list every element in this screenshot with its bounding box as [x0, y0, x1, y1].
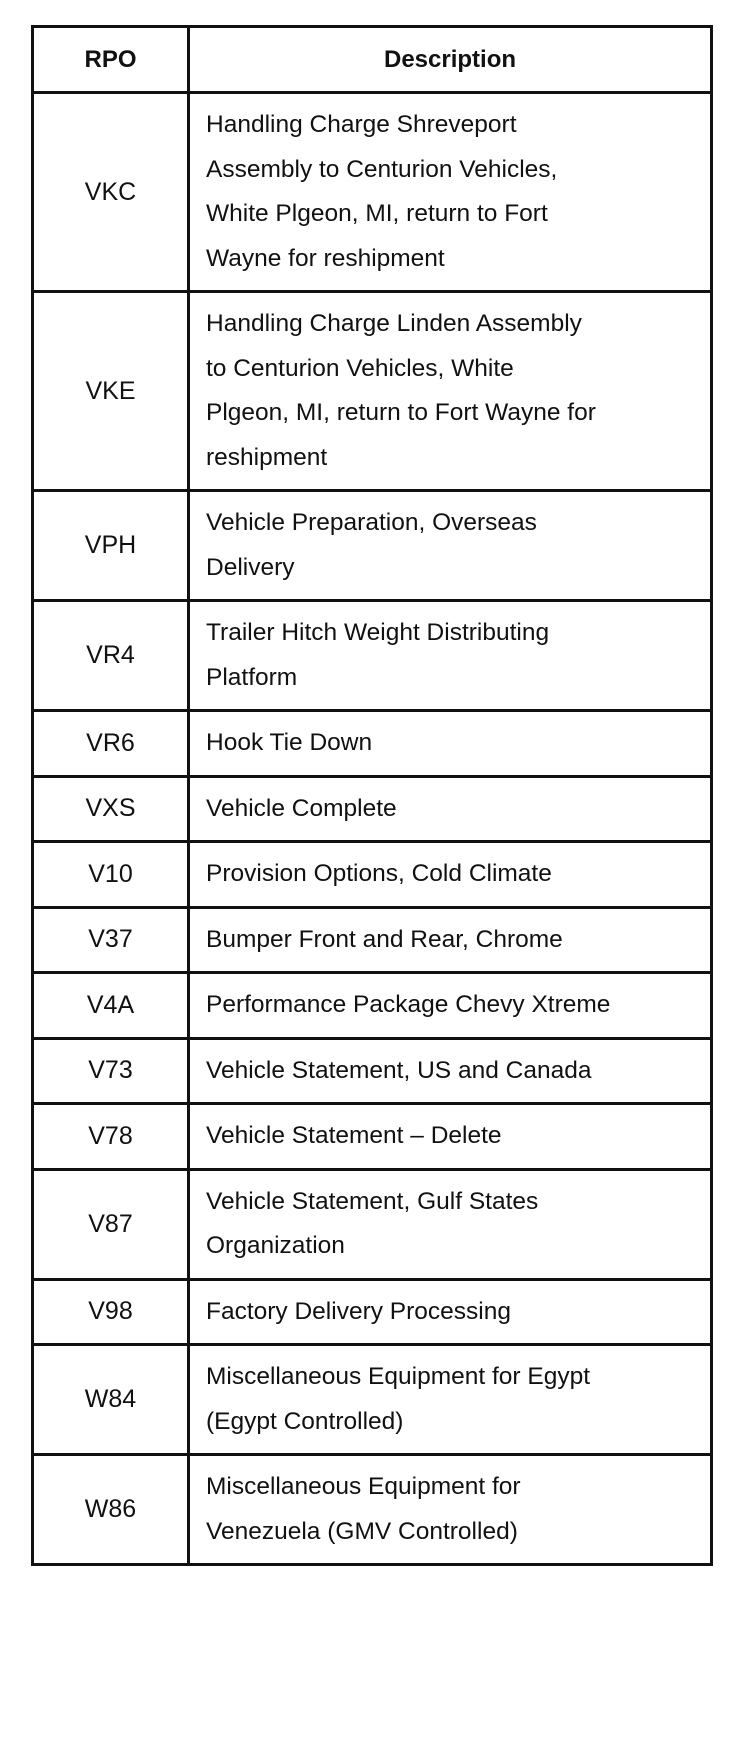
description-text: Trailer Hitch Weight Distributing Platform [206, 619, 550, 691]
description-cell [189, 1104, 712, 1170]
rpo-code-cell: V87 [33, 1169, 189, 1279]
description-cell [189, 842, 712, 908]
table-row [33, 1104, 712, 1170]
rpo-code-cell: VKC [33, 93, 189, 292]
table-row [33, 907, 712, 973]
rpo-code-cell: VXS [33, 776, 189, 842]
rpo-code-cell: V73 [33, 1038, 189, 1104]
description-column-header: Description [189, 27, 712, 93]
rpo-code-cell: V4A [33, 973, 189, 1039]
description-cell [189, 1345, 712, 1455]
rpo-column-header: RPO [33, 27, 189, 93]
table-row [33, 973, 712, 1039]
description-cell [189, 93, 712, 292]
description-text: Miscellaneous Equipment for Egypt (Egypt Controlled) [206, 1363, 591, 1435]
table-row [33, 1038, 712, 1104]
table-row [33, 1345, 712, 1455]
description-text: Vehicle Statement, US and Canada [206, 1056, 592, 1084]
table-header-row [33, 27, 712, 93]
rpo-code-cell: W86 [33, 1455, 189, 1565]
rpo-code-cell: W84 [33, 1345, 189, 1455]
description-cell [189, 776, 712, 842]
table-row [33, 601, 712, 711]
description-text: Performance Package Chevy Xtreme [206, 991, 611, 1018]
rpo-code-cell: VR4 [33, 601, 189, 711]
rpo-code-cell: VR6 [33, 711, 189, 777]
table-row [33, 1455, 712, 1565]
rpo-code-cell: VKE [33, 292, 189, 491]
description-cell [189, 1169, 712, 1279]
rpo-code-cell: VPH [33, 491, 189, 601]
description-text: Bumper Front and Rear, Chrome [206, 925, 563, 953]
description-text: Vehicle Preparation, Overseas Delivery [206, 509, 537, 581]
table-row [33, 711, 712, 777]
rpo-table [31, 25, 713, 1566]
table-row [33, 1169, 712, 1279]
table-row [33, 776, 712, 842]
table-row [33, 842, 712, 908]
description-text: Vehicle Complete [206, 794, 397, 822]
description-text: Factory Delivery Processing [206, 1297, 511, 1325]
description-cell [189, 711, 712, 777]
rpo-code-cell: V98 [33, 1279, 189, 1345]
description-cell [189, 292, 712, 491]
description-text: Vehicle Statement, Gulf States Organization [206, 1187, 539, 1259]
description-text: Hook Tie Down [206, 729, 373, 756]
description-text: Handling Charge Linden Assembly to Centurion Vehicles, White Plgeon, MI, return to Fort Wayne for reshipment [206, 310, 596, 471]
description-cell [189, 601, 712, 711]
description-cell [189, 1455, 712, 1565]
description-text: Provision Options, Cold Climate [206, 860, 552, 887]
table-body [33, 93, 712, 1565]
table-row [33, 292, 712, 491]
description-cell [189, 907, 712, 973]
rpo-code-cell: V37 [33, 907, 189, 973]
table-row [33, 1279, 712, 1345]
table-row [33, 93, 712, 292]
description-cell [189, 491, 712, 601]
description-cell [189, 973, 712, 1039]
description-cell [189, 1038, 712, 1104]
rpo-code-cell: V78 [33, 1104, 189, 1170]
description-text: Handling Charge Shreveport Assembly to Centurion Vehicles, White Plgeon, MI, return to Fort Wayne for reshipment [206, 111, 558, 272]
description-text: Miscellaneous Equipment for Venezuela (GMV Controlled) [206, 1473, 521, 1545]
description-text: Vehicle Statement – Delete [206, 1122, 502, 1149]
rpo-code-cell: V10 [33, 842, 189, 908]
description-cell [189, 1279, 712, 1345]
table-row [33, 491, 712, 601]
